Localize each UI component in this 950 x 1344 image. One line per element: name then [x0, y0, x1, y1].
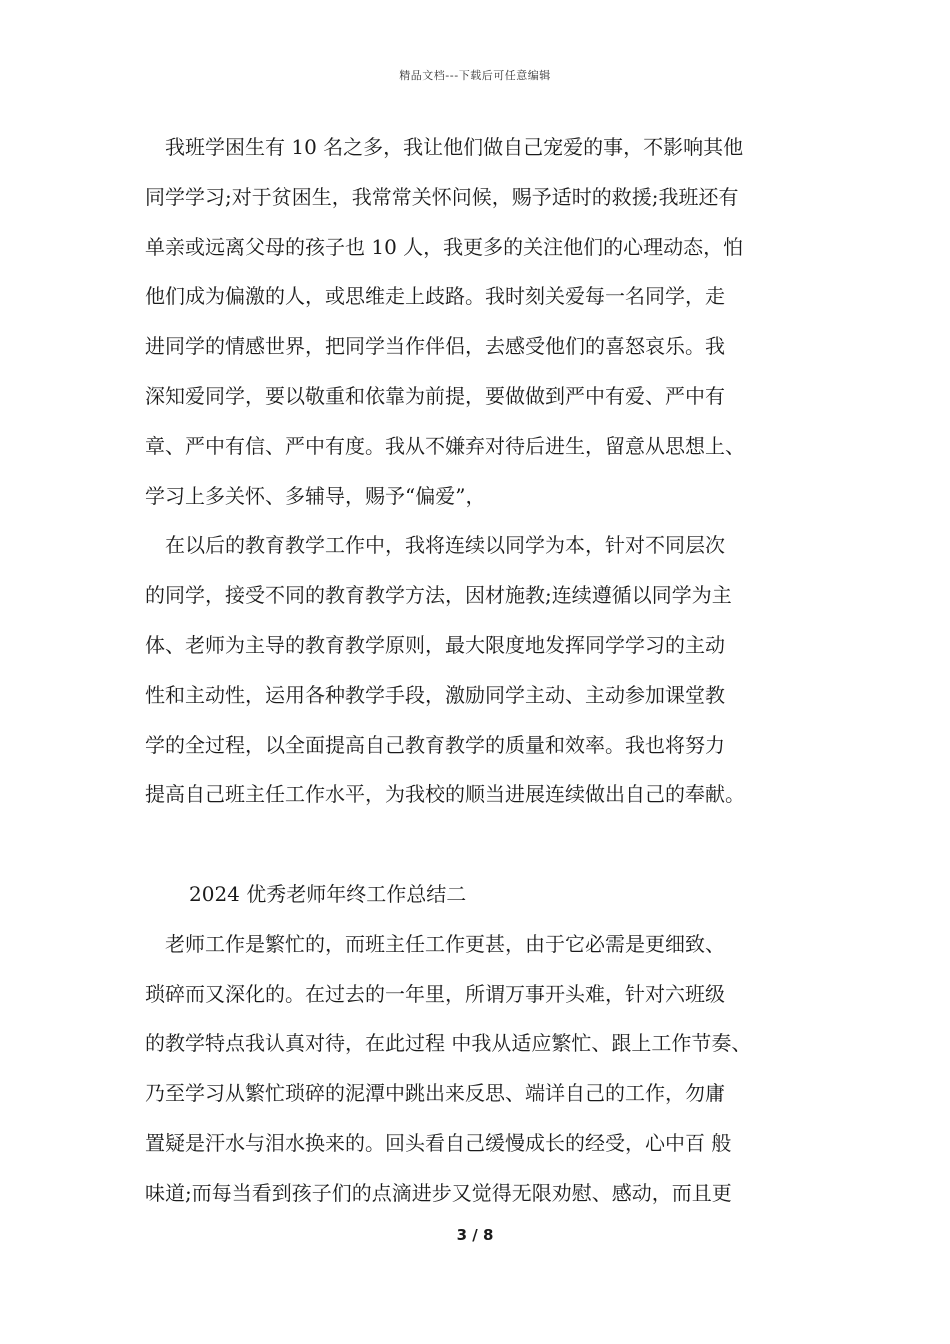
- text-line: 性和主动性，运用各种教学手段，激励同学主动、主动参加课堂教: [145, 682, 725, 707]
- text-line: 味道;而每当看到孩子们的点滴进步又觉得无限劝慰、感动，而且更: [145, 1180, 732, 1205]
- text-line: 单亲或远离父母的孩子也 10 人，我更多的关注他们的心理动态，怕: [145, 234, 744, 259]
- text-line: 进同学的情感世界，把同学当作伴侣，去感受他们的喜怒哀乐。我: [145, 334, 725, 359]
- text-line: 我班学困生有 10 名之多，我让他们做自己宠爱的事，不影响其他: [165, 135, 744, 159]
- text-line: 学习上多关怀、多辅导，赐予“偏爱”，: [145, 483, 486, 508]
- page-number: 3 / 8: [456, 1226, 494, 1244]
- text-line: 琐碎而又深化的。在过去的一年里，所谓万事开头难，针对六班级: [145, 981, 725, 1006]
- paragraph: [145, 127, 825, 525]
- text-line: 提高自己班主任工作水平，为我校的顺当进展连续做出自己的奉献。: [145, 782, 745, 807]
- text-line: 乃至学习从繁忙琐碎的泥潭中跳出来反思、端详自己的工作，勿庸: [145, 1081, 725, 1106]
- page-header: 精品文档---下载后可任意编辑: [399, 69, 551, 82]
- text-line: 老师工作是繁忙的，而班主任工作更甚，由于它必需是更细致、: [165, 931, 725, 956]
- paragraph: [145, 525, 825, 824]
- blank-line: [145, 824, 825, 874]
- paragraph: [145, 924, 825, 1223]
- section-heading: 2024 优秀老师年终工作总结二: [189, 881, 467, 906]
- text-line: 的教学特点我认真对待，在此过程 中我从适应繁忙、跟上工作节奏、: [145, 1031, 752, 1056]
- text-line: 在以后的教育教学工作中，我将连续以同学为本，针对不同层次: [165, 533, 725, 558]
- text-line: 体、老师为主导的教育教学原则，最大限度地发挥同学学习的主动: [145, 632, 725, 657]
- text-line: 他们成为偏激的人，或思维走上歧路。我时刻关爱每一名同学，走: [145, 284, 725, 309]
- text-line: 学的全过程，以全面提高自己教育教学的质量和效率。我也将努力: [145, 732, 725, 757]
- text-line: 置疑是汗水与泪水换来的。回头看自己缓慢成长的经受，心中百 般: [145, 1130, 732, 1155]
- text-line: 同学学习;对于贫困生，我常常关怀问候，赐予适时的救援;我班还有: [145, 184, 739, 209]
- text-line: 的同学，接受不同的教育教学方法，因材施教;连续遵循以同学为主: [145, 583, 732, 608]
- text-line: 章、严中有信、严中有度。我从不嫌弃对待后进生，留意从思想上、: [145, 433, 745, 458]
- text-line: 深知爱同学，要以敬重和依靠为前提，要做做到严中有爱、严中有: [145, 383, 725, 408]
- document-body: [145, 127, 825, 1223]
